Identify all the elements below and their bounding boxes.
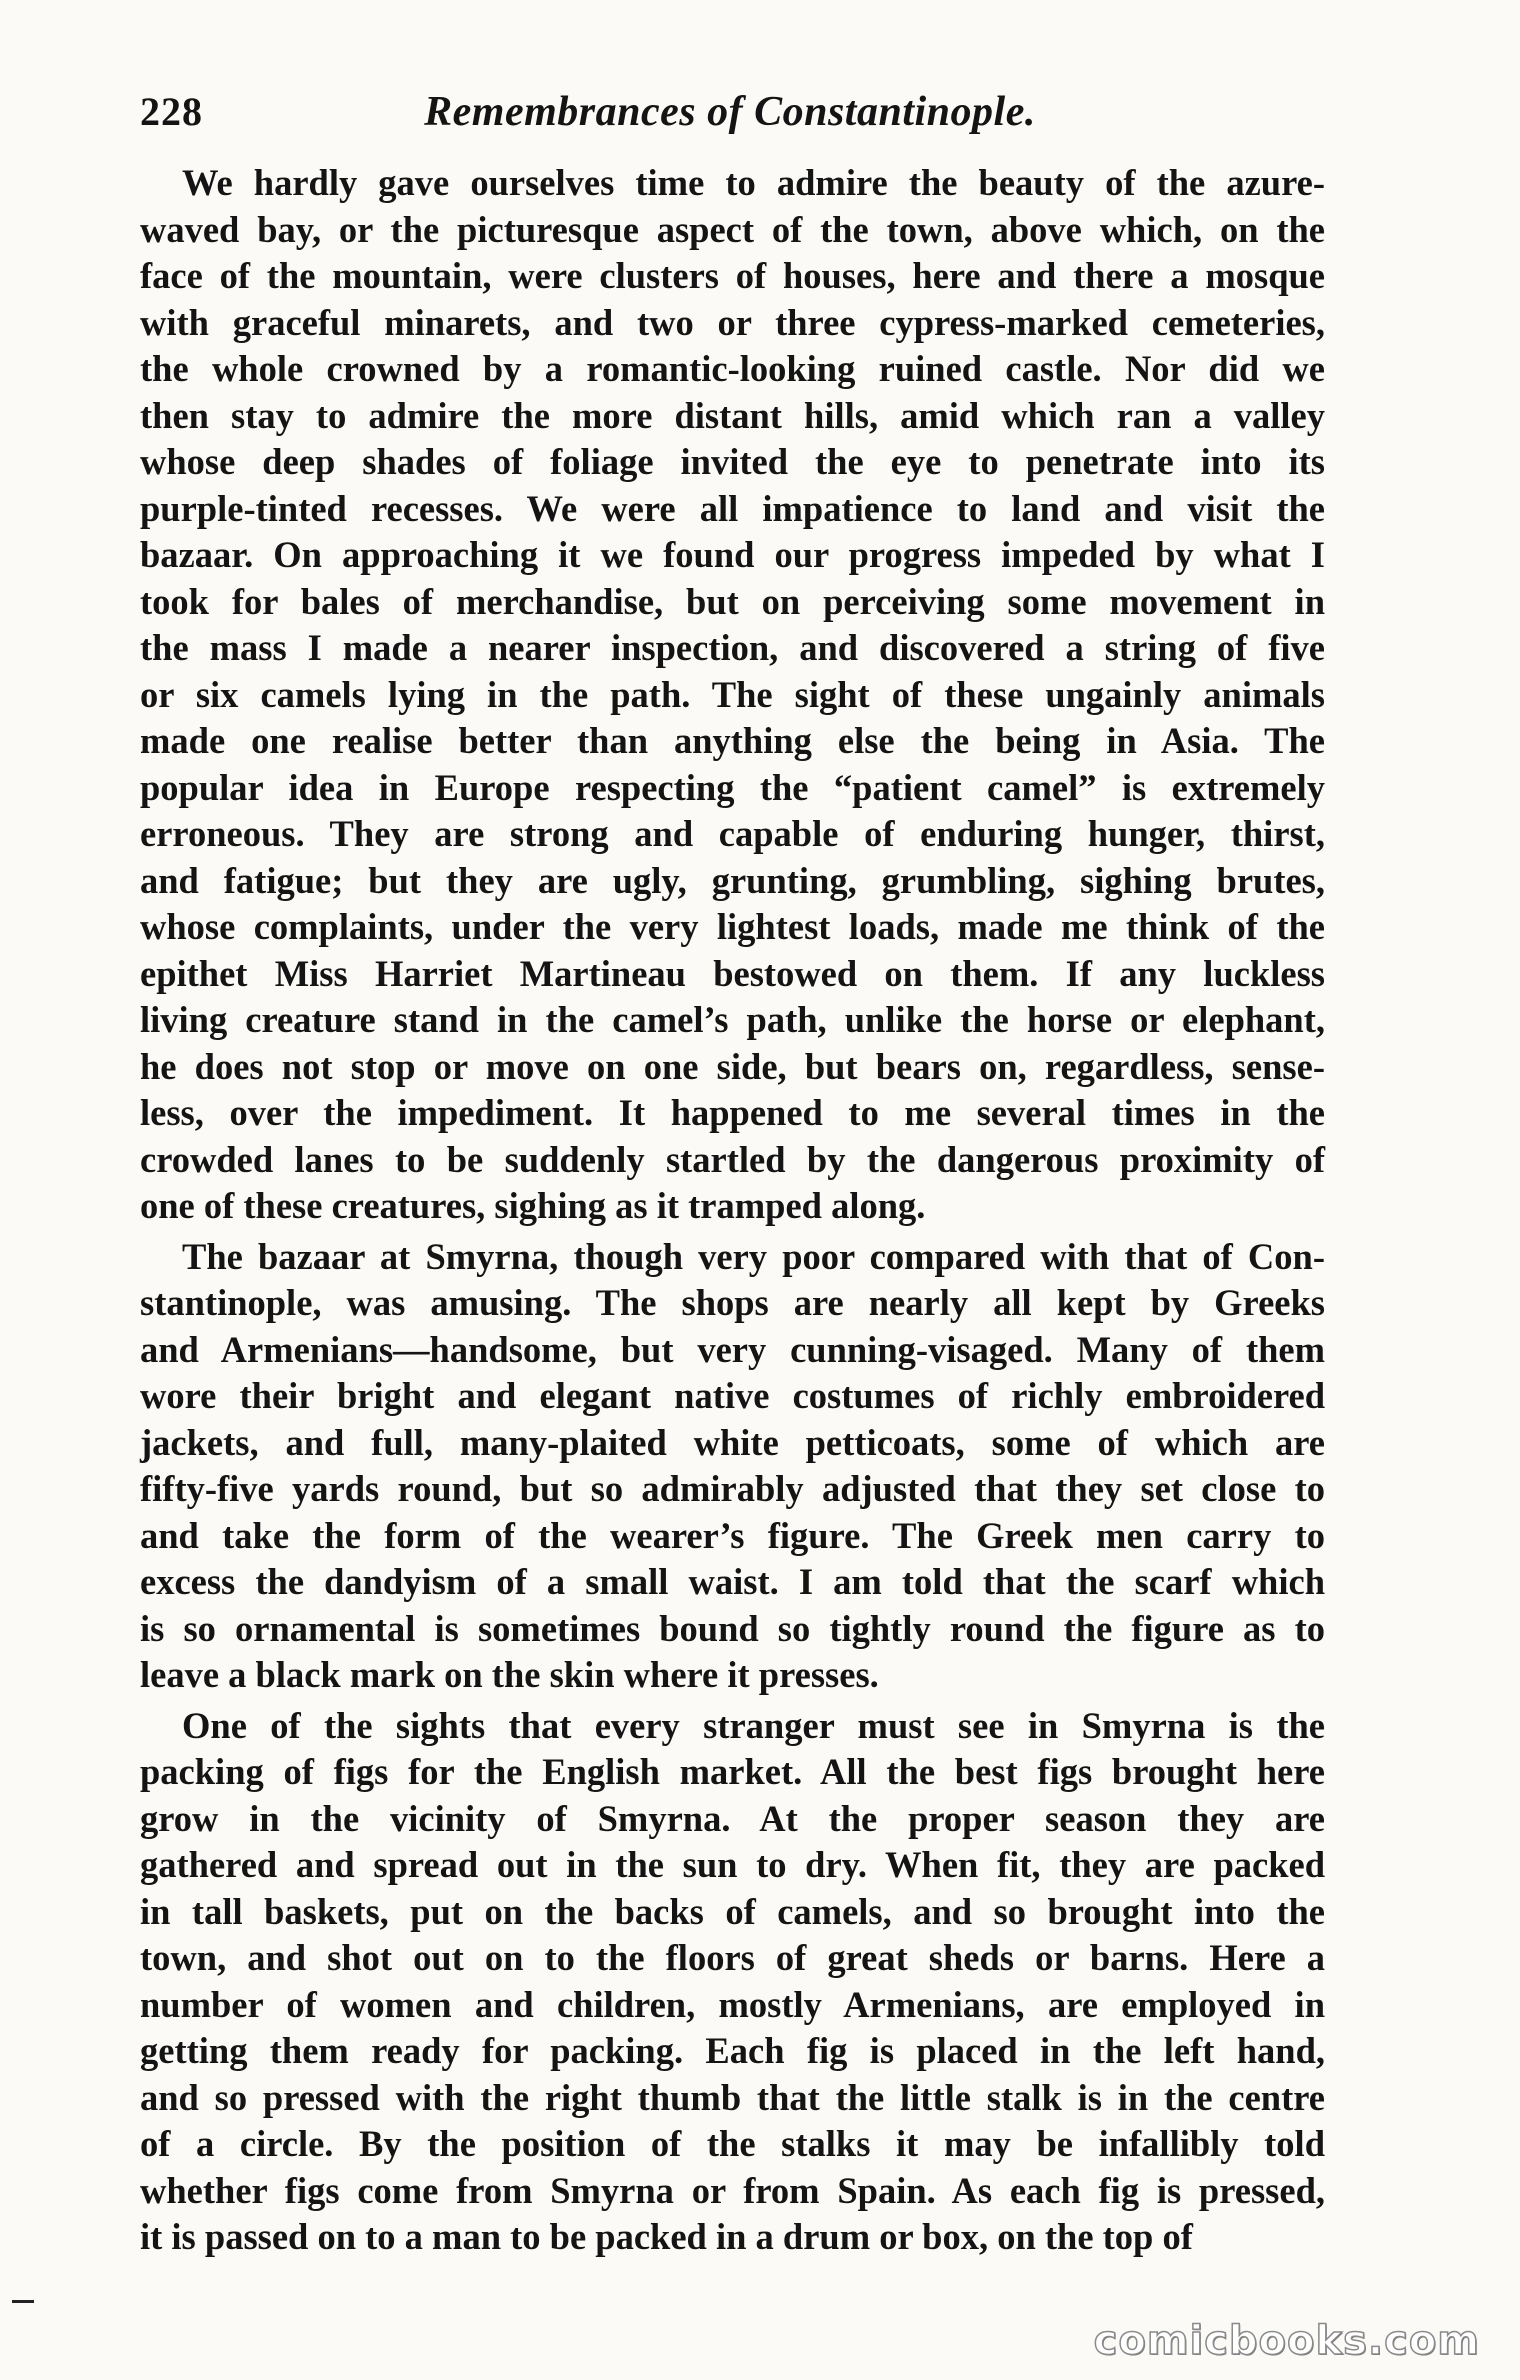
text-line: leave a black mark on the skin where it presses. [140, 1654, 879, 1695]
text-line: of a circle. By the position of the stalks it may be infallibly told [140, 2123, 1325, 2164]
text-line: and so pressed with the right thumb that the little stalk is in the centre [140, 2076, 1325, 2118]
text-line: with graceful minarets, and two or three cypress-marked cemeteries, [140, 301, 1325, 343]
text-line: packing of figs for the English market. All the best figs brought here [140, 1751, 1325, 1792]
text-line: epithet Miss Harriet Martineau bestowed on them. If any luckless [140, 952, 1325, 994]
text-line: one of these creatures, sighing as it tramped along. [140, 1185, 926, 1226]
paragraph [140, 1234, 1325, 1699]
paragraph [140, 160, 1325, 1230]
text-line: One of the sights that every stranger must see in Smyrna is the [182, 1704, 1325, 1746]
margin-mark [12, 2300, 34, 2303]
text-line: took for bales of merchandise, but on perceiving some movement in [140, 580, 1325, 622]
text-line: and take the form of the wearer’s figure. The Greek men carry to [140, 1514, 1325, 1556]
body-text [140, 160, 1325, 2263]
text-line: popular idea in Europe respecting the “patient camel” is extremely [140, 766, 1325, 808]
text-line: whose deep shades of foliage invited the eye to penetrate into its [140, 441, 1325, 482]
text-line: wore their bright and elegant native costumes of richly embroidered [140, 1375, 1325, 1416]
text-line: made one realise better than anything else the being in Asia. The [140, 720, 1325, 761]
text-line: then stay to admire the more distant hills, amid which ran a valley [140, 394, 1325, 436]
text-line: it is passed on to a man to be packed in a drum or box, on the top of [140, 2216, 1193, 2257]
text-line: living creature stand in the camel’s path, unlike the horse or elephant, [140, 999, 1325, 1040]
text-line: and Armenians—handsome, but very cunning-visaged. Many of them [140, 1328, 1325, 1370]
running-title: Remembrances of Constantinople. [424, 89, 1036, 135]
text-line: whose complaints, under the very lightest loads, made me think of the [140, 906, 1325, 947]
text-line: and fatigue; but they are ugly, grunting, grumbling, sighing brutes, [140, 859, 1325, 901]
text-line: We hardly gave ourselves time to admire the beauty of the azure- [182, 162, 1325, 203]
text-line: the mass I made a nearer inspection, and discovered a string of five [140, 627, 1325, 668]
text-line: purple-tinted recesses. We were all impatience to land and visit the [140, 487, 1325, 529]
text-line: or six camels lying in the path. The sight of these ungainly animals [140, 673, 1325, 715]
watermark: comicbooks.com [1093, 2318, 1480, 2364]
text-line: gathered and spread out in the sun to dry. When fit, they are packed [140, 1844, 1325, 1885]
text-line: is so ornamental is sometimes bound so tightly round the figure as to [140, 1607, 1325, 1649]
text-line: erroneous. They are strong and capable of enduring hunger, thirst, [140, 813, 1325, 854]
page-header [140, 88, 1320, 148]
text-line: stantinople, was amusing. The shops are nearly all kept by Greeks [140, 1282, 1325, 1323]
text-line: less, over the impediment. It happened to me several times in the [140, 1092, 1325, 1133]
text-line: town, and shot out on to the floors of great sheds or barns. Here a [140, 1937, 1325, 1978]
paragraph [140, 1703, 1325, 2261]
text-line: getting them ready for packing. Each fig is placed in the left hand, [140, 2030, 1325, 2071]
page-number: 228 [140, 89, 203, 134]
text-line: he does not stop or move on one side, but bears on, regardless, sense- [140, 1045, 1325, 1087]
text-line: the whole crowned by a romantic-looking ruined castle. Nor did we [140, 348, 1325, 389]
text-line: number of women and children, mostly Armenians, are employed in [140, 1983, 1325, 2025]
text-line: fifty-five yards round, but so admirably adjusted that they set close to [140, 1468, 1325, 1509]
text-line: in tall baskets, put on the backs of camels, and so brought into the [140, 1890, 1325, 1932]
text-line: waved bay, or the picturesque aspect of the town, above which, on the [140, 208, 1325, 250]
text-line: bazaar. On approaching it we found our progress impeded by what I [140, 534, 1325, 575]
text-line: The bazaar at Smyrna, though very poor compared with that of Con- [182, 1235, 1325, 1277]
text-line: crowded lanes to be suddenly startled by the dangerous proximity of [140, 1138, 1325, 1180]
text-line: excess the dandyism of a small waist. I am told that the scarf which [140, 1561, 1325, 1602]
text-line: jackets, and full, many-plaited white petticoats, some of which are [140, 1421, 1325, 1463]
text-line: grow in the vicinity of Smyrna. At the proper season they are [140, 1797, 1325, 1839]
text-line: face of the mountain, were clusters of houses, here and there a mosque [140, 255, 1325, 296]
text-line: whether figs come from Smyrna or from Spain. As each fig is pressed, [140, 2169, 1325, 2211]
